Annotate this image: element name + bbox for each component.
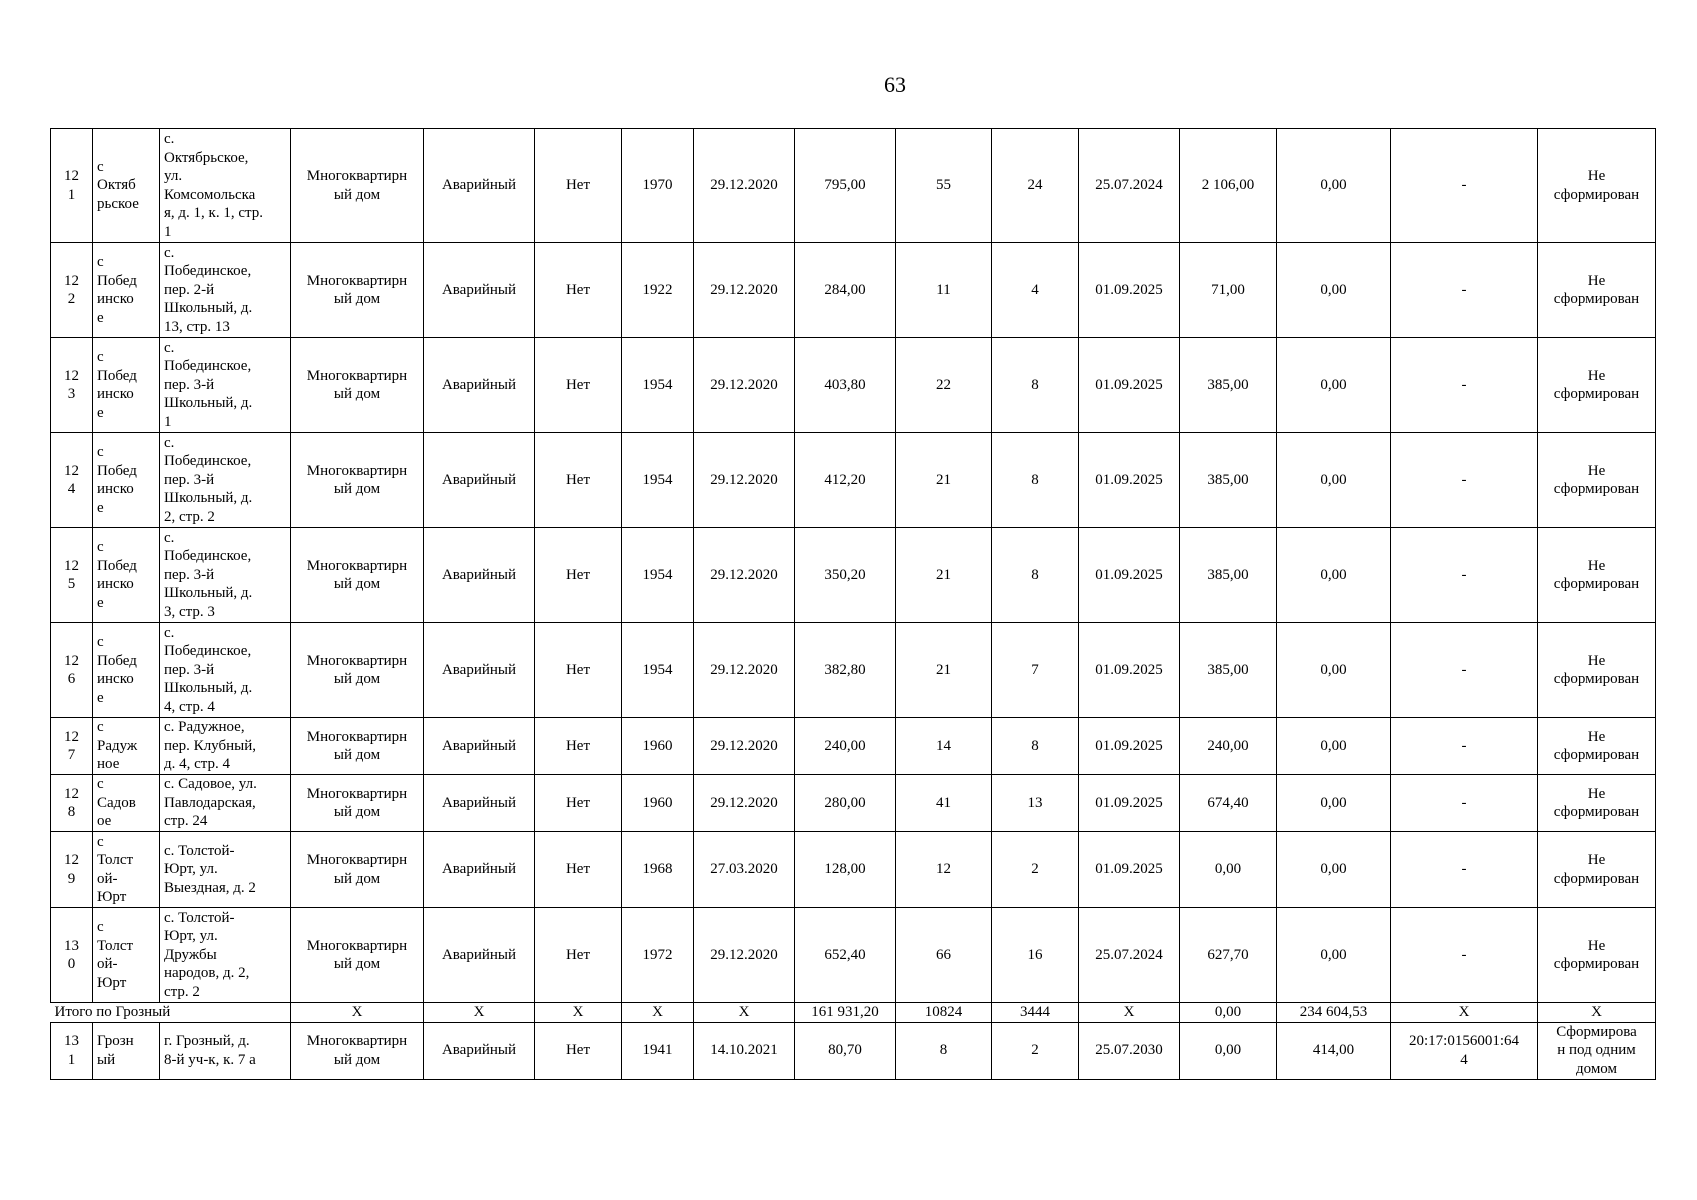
table-row bbox=[51, 623, 1656, 718]
cell-residents: 21 bbox=[896, 433, 992, 528]
cell-settlement: с Побед инско е bbox=[93, 623, 160, 718]
total-cell: 161 931,20 bbox=[795, 1003, 896, 1023]
cell-status: Аварийный bbox=[424, 338, 535, 433]
cell-premises: 2 bbox=[992, 1022, 1079, 1079]
total-row bbox=[51, 1003, 1656, 1023]
cell-status: Аварийный bbox=[424, 243, 535, 338]
cell-value2: 0,00 bbox=[1277, 775, 1391, 832]
cell-status: Аварийный bbox=[424, 1022, 535, 1079]
cell-status: Аварийный bbox=[424, 832, 535, 908]
cell-flag: Нет bbox=[535, 908, 622, 1003]
cell-year: 1941 bbox=[622, 1022, 694, 1079]
cell-flag: Нет bbox=[535, 718, 622, 775]
cell-type: Многоквартирн ый дом bbox=[291, 129, 424, 243]
cell-value2: 0,00 bbox=[1277, 433, 1391, 528]
cell-premises: 7 bbox=[992, 623, 1079, 718]
cell-land: Не сформирован bbox=[1538, 243, 1656, 338]
total-label: Итого по Грозный bbox=[51, 1003, 291, 1023]
cell-year: 1960 bbox=[622, 775, 694, 832]
cell-num: 13 1 bbox=[51, 1022, 93, 1079]
cell-cadastral: - bbox=[1391, 718, 1538, 775]
cell-flag: Нет bbox=[535, 243, 622, 338]
cell-date-planned: 01.09.2025 bbox=[1079, 433, 1180, 528]
cell-settlement: с Толст ой- Юрт bbox=[93, 908, 160, 1003]
table-row bbox=[51, 718, 1656, 775]
cell-area: 240,00 bbox=[795, 718, 896, 775]
total-cell: X bbox=[694, 1003, 795, 1023]
table-row bbox=[51, 129, 1656, 243]
cell-residents: 14 bbox=[896, 718, 992, 775]
housing-register-table bbox=[50, 128, 1656, 1080]
table-row bbox=[51, 908, 1656, 1003]
cell-year: 1954 bbox=[622, 528, 694, 623]
page-number: 63 bbox=[884, 72, 906, 97]
cell-value1: 240,00 bbox=[1180, 718, 1277, 775]
total-cell: 234 604,53 bbox=[1277, 1003, 1391, 1023]
total-cell: X bbox=[1079, 1003, 1180, 1023]
cell-cadastral: - bbox=[1391, 908, 1538, 1003]
cell-year: 1968 bbox=[622, 832, 694, 908]
cell-value1: 385,00 bbox=[1180, 338, 1277, 433]
cell-type: Многоквартирн ый дом bbox=[291, 908, 424, 1003]
cell-premises: 13 bbox=[992, 775, 1079, 832]
cell-date-planned: 01.09.2025 bbox=[1079, 718, 1180, 775]
cell-value1: 385,00 bbox=[1180, 623, 1277, 718]
cell-settlement: с Садов ое bbox=[93, 775, 160, 832]
cell-date-recognized: 27.03.2020 bbox=[694, 832, 795, 908]
table-row bbox=[51, 433, 1656, 528]
cell-value1: 627,70 bbox=[1180, 908, 1277, 1003]
cell-area: 128,00 bbox=[795, 832, 896, 908]
cell-num: 12 8 bbox=[51, 775, 93, 832]
cell-land: Сформирова н под одним домом bbox=[1538, 1022, 1656, 1079]
cell-date-recognized: 29.12.2020 bbox=[694, 623, 795, 718]
cell-premises: 16 bbox=[992, 908, 1079, 1003]
cell-land: Не сформирован bbox=[1538, 908, 1656, 1003]
cell-date-recognized: 29.12.2020 bbox=[694, 433, 795, 528]
cell-date-planned: 01.09.2025 bbox=[1079, 338, 1180, 433]
cell-premises: 8 bbox=[992, 338, 1079, 433]
cell-status: Аварийный bbox=[424, 129, 535, 243]
cell-num: 12 2 bbox=[51, 243, 93, 338]
cell-value2: 0,00 bbox=[1277, 832, 1391, 908]
total-cell: X bbox=[1391, 1003, 1538, 1023]
cell-settlement: с Толст ой- Юрт bbox=[93, 832, 160, 908]
cell-type: Многоквартирн ый дом bbox=[291, 528, 424, 623]
cell-num: 12 9 bbox=[51, 832, 93, 908]
cell-status: Аварийный bbox=[424, 433, 535, 528]
cell-settlement: с Октяб рьское bbox=[93, 129, 160, 243]
cell-residents: 66 bbox=[896, 908, 992, 1003]
cell-land: Не сформирован bbox=[1538, 623, 1656, 718]
cell-flag: Нет bbox=[535, 338, 622, 433]
cell-land: Не сформирован bbox=[1538, 528, 1656, 623]
cell-residents: 55 bbox=[896, 129, 992, 243]
cell-value2: 0,00 bbox=[1277, 338, 1391, 433]
cell-value2: 0,00 bbox=[1277, 718, 1391, 775]
cell-flag: Нет bbox=[535, 1022, 622, 1079]
cell-type: Многоквартирн ый дом bbox=[291, 718, 424, 775]
cell-date-recognized: 29.12.2020 bbox=[694, 528, 795, 623]
cell-address: с. Побединское, пер. 3-й Школьный, д. 2, стр. 2 bbox=[160, 433, 291, 528]
cell-status: Аварийный bbox=[424, 775, 535, 832]
cell-flag: Нет bbox=[535, 433, 622, 528]
cell-type: Многоквартирн ый дом bbox=[291, 1022, 424, 1079]
table-row bbox=[51, 338, 1656, 433]
cell-area: 284,00 bbox=[795, 243, 896, 338]
cell-status: Аварийный bbox=[424, 718, 535, 775]
cell-date-planned: 25.07.2030 bbox=[1079, 1022, 1180, 1079]
cell-value1: 385,00 bbox=[1180, 433, 1277, 528]
cell-address: с. Садовое, ул. Павлодарская, стр. 24 bbox=[160, 775, 291, 832]
cell-residents: 11 bbox=[896, 243, 992, 338]
cell-address: с. Побединское, пер. 3-й Школьный, д. 1 bbox=[160, 338, 291, 433]
cell-value1: 0,00 bbox=[1180, 1022, 1277, 1079]
cell-area: 403,80 bbox=[795, 338, 896, 433]
cell-date-planned: 01.09.2025 bbox=[1079, 243, 1180, 338]
cell-cadastral: - bbox=[1391, 433, 1538, 528]
cell-cadastral: - bbox=[1391, 528, 1538, 623]
cell-status: Аварийный bbox=[424, 908, 535, 1003]
cell-value1: 71,00 bbox=[1180, 243, 1277, 338]
cell-residents: 12 bbox=[896, 832, 992, 908]
cell-address: с. Толстой- Юрт, ул. Выездная, д. 2 bbox=[160, 832, 291, 908]
cell-cadastral: - bbox=[1391, 775, 1538, 832]
cell-year: 1972 bbox=[622, 908, 694, 1003]
cell-flag: Нет bbox=[535, 129, 622, 243]
table-row bbox=[51, 775, 1656, 832]
cell-value2: 0,00 bbox=[1277, 243, 1391, 338]
cell-premises: 2 bbox=[992, 832, 1079, 908]
cell-land: Не сформирован bbox=[1538, 129, 1656, 243]
cell-type: Многоквартирн ый дом bbox=[291, 243, 424, 338]
cell-value1: 674,40 bbox=[1180, 775, 1277, 832]
cell-flag: Нет bbox=[535, 623, 622, 718]
cell-num: 12 7 bbox=[51, 718, 93, 775]
cell-year: 1954 bbox=[622, 338, 694, 433]
cell-cadastral: - bbox=[1391, 243, 1538, 338]
cell-date-planned: 01.09.2025 bbox=[1079, 832, 1180, 908]
cell-year: 1954 bbox=[622, 433, 694, 528]
cell-year: 1970 bbox=[622, 129, 694, 243]
cell-type: Многоквартирн ый дом bbox=[291, 775, 424, 832]
cell-num: 13 0 bbox=[51, 908, 93, 1003]
cell-cadastral: - bbox=[1391, 832, 1538, 908]
cell-premises: 8 bbox=[992, 718, 1079, 775]
cell-value1: 385,00 bbox=[1180, 528, 1277, 623]
cell-num: 12 4 bbox=[51, 433, 93, 528]
total-cell: 3444 bbox=[992, 1003, 1079, 1023]
cell-land: Не сформирован bbox=[1538, 433, 1656, 528]
table-row bbox=[51, 528, 1656, 623]
total-cell: 10824 bbox=[896, 1003, 992, 1023]
cell-settlement: с Побед инско е bbox=[93, 338, 160, 433]
cell-premises: 8 bbox=[992, 528, 1079, 623]
cell-residents: 8 bbox=[896, 1022, 992, 1079]
cell-date-planned: 01.09.2025 bbox=[1079, 775, 1180, 832]
table-row bbox=[51, 832, 1656, 908]
cell-date-recognized: 29.12.2020 bbox=[694, 908, 795, 1003]
cell-settlement: с Радуж ное bbox=[93, 718, 160, 775]
cell-date-recognized: 29.12.2020 bbox=[694, 338, 795, 433]
cell-settlement: с Побед инско е bbox=[93, 433, 160, 528]
cell-land: Не сформирован bbox=[1538, 718, 1656, 775]
cell-area: 280,00 bbox=[795, 775, 896, 832]
cell-residents: 21 bbox=[896, 623, 992, 718]
cell-date-recognized: 29.12.2020 bbox=[694, 775, 795, 832]
cell-num: 12 1 bbox=[51, 129, 93, 243]
cell-value2: 0,00 bbox=[1277, 528, 1391, 623]
cell-land: Не сформирован bbox=[1538, 832, 1656, 908]
cell-area: 350,20 bbox=[795, 528, 896, 623]
cell-area: 80,70 bbox=[795, 1022, 896, 1079]
cell-year: 1960 bbox=[622, 718, 694, 775]
cell-value2: 414,00 bbox=[1277, 1022, 1391, 1079]
cell-year: 1922 bbox=[622, 243, 694, 338]
table-row bbox=[51, 243, 1656, 338]
cell-date-planned: 25.07.2024 bbox=[1079, 129, 1180, 243]
cell-status: Аварийный bbox=[424, 528, 535, 623]
cell-address: с. Радужное, пер. Клубный, д. 4, стр. 4 bbox=[160, 718, 291, 775]
total-cell: X bbox=[622, 1003, 694, 1023]
cell-type: Многоквартирн ый дом bbox=[291, 623, 424, 718]
cell-type: Многоквартирн ый дом bbox=[291, 338, 424, 433]
total-cell: X bbox=[424, 1003, 535, 1023]
cell-flag: Нет bbox=[535, 775, 622, 832]
total-cell: X bbox=[535, 1003, 622, 1023]
cell-date-planned: 01.09.2025 bbox=[1079, 528, 1180, 623]
cell-address: с. Толстой- Юрт, ул. Дружбы народов, д. 2, стр. 2 bbox=[160, 908, 291, 1003]
cell-value1: 0,00 bbox=[1180, 832, 1277, 908]
cell-address: с. Побединское, пер. 2-й Школьный, д. 13, стр. 13 bbox=[160, 243, 291, 338]
cell-date-planned: 01.09.2025 bbox=[1079, 623, 1180, 718]
cell-address: с. Побединское, пер. 3-й Школьный, д. 4, стр. 4 bbox=[160, 623, 291, 718]
cell-premises: 24 bbox=[992, 129, 1079, 243]
cell-address: г. Грозный, д. 8-й уч-к, к. 7 а bbox=[160, 1022, 291, 1079]
cell-date-recognized: 29.12.2020 bbox=[694, 243, 795, 338]
cell-settlement: с Побед инско е bbox=[93, 243, 160, 338]
cell-land: Не сформирован bbox=[1538, 338, 1656, 433]
cell-cadastral: - bbox=[1391, 623, 1538, 718]
cell-cadastral: - bbox=[1391, 129, 1538, 243]
cell-area: 795,00 bbox=[795, 129, 896, 243]
cell-num: 12 6 bbox=[51, 623, 93, 718]
cell-cadastral: - bbox=[1391, 338, 1538, 433]
cell-year: 1954 bbox=[622, 623, 694, 718]
cell-flag: Нет bbox=[535, 528, 622, 623]
cell-value1: 2 106,00 bbox=[1180, 129, 1277, 243]
cell-area: 382,80 bbox=[795, 623, 896, 718]
cell-flag: Нет bbox=[535, 832, 622, 908]
cell-settlement: Грозн ый bbox=[93, 1022, 160, 1079]
cell-residents: 22 bbox=[896, 338, 992, 433]
cell-date-planned: 25.07.2024 bbox=[1079, 908, 1180, 1003]
cell-land: Не сформирован bbox=[1538, 775, 1656, 832]
cell-value2: 0,00 bbox=[1277, 908, 1391, 1003]
total-cell: X bbox=[1538, 1003, 1656, 1023]
cell-status: Аварийный bbox=[424, 623, 535, 718]
cell-cadastral: 20:17:0156001:64 4 bbox=[1391, 1022, 1538, 1079]
cell-residents: 41 bbox=[896, 775, 992, 832]
total-cell: 0,00 bbox=[1180, 1003, 1277, 1023]
cell-num: 12 3 bbox=[51, 338, 93, 433]
cell-area: 412,20 bbox=[795, 433, 896, 528]
cell-address: с. Октябрьское, ул. Комсомольска я, д. 1, к. 1, стр. 1 bbox=[160, 129, 291, 243]
cell-address: с. Побединское, пер. 3-й Школьный, д. 3, стр. 3 bbox=[160, 528, 291, 623]
cell-type: Многоквартирн ый дом bbox=[291, 832, 424, 908]
cell-area: 652,40 bbox=[795, 908, 896, 1003]
cell-date-recognized: 29.12.2020 bbox=[694, 129, 795, 243]
cell-num: 12 5 bbox=[51, 528, 93, 623]
cell-premises: 8 bbox=[992, 433, 1079, 528]
cell-premises: 4 bbox=[992, 243, 1079, 338]
cell-date-recognized: 29.12.2020 bbox=[694, 718, 795, 775]
cell-residents: 21 bbox=[896, 528, 992, 623]
cell-date-recognized: 14.10.2021 bbox=[694, 1022, 795, 1079]
cell-value2: 0,00 bbox=[1277, 129, 1391, 243]
total-cell: X bbox=[291, 1003, 424, 1023]
cell-settlement: с Побед инско е bbox=[93, 528, 160, 623]
cell-value2: 0,00 bbox=[1277, 623, 1391, 718]
table-row bbox=[51, 1022, 1656, 1079]
cell-type: Многоквартирн ый дом bbox=[291, 433, 424, 528]
